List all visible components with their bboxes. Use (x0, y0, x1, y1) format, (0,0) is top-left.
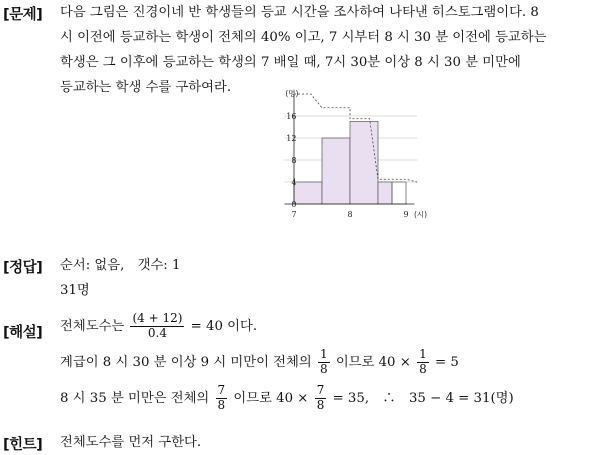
answer-line: 31명 (60, 283, 90, 298)
solution-text-part: 8 시 35 분 미만은 전체의 (60, 390, 210, 406)
solution-line-1 (60, 312, 586, 348)
solution-text-part: = 5 (435, 354, 459, 370)
solution-line-3 (60, 384, 586, 420)
problem-tag: [문제] (3, 7, 43, 23)
fraction-denominator: 0.4 (147, 325, 167, 340)
solution-text (60, 312, 586, 420)
fraction-denominator: 8 (316, 397, 325, 412)
fraction-numerator: 1 (419, 347, 427, 361)
solution-text-part: 이므로 40 × (335, 354, 411, 370)
fraction (315, 384, 327, 413)
solution-tag: [해설] (3, 325, 43, 341)
y-tick-label: 12 (286, 134, 297, 143)
problem-text (60, 0, 586, 100)
histogram-bar (392, 182, 406, 204)
fraction-denominator: 8 (419, 361, 427, 376)
solution-line-2 (60, 348, 586, 384)
fraction (130, 312, 184, 341)
fraction (318, 348, 330, 377)
histogram-chart (268, 89, 428, 224)
y-tick-label: 0 (291, 200, 297, 209)
fraction-numerator: 7 (217, 383, 226, 397)
hint-tag: [힌트] (3, 437, 43, 453)
hint-line: 전체도수를 먼저 구한다. (60, 435, 202, 450)
answer-text (60, 253, 586, 303)
solution-text-part: = 35, ∴ 35 − 4 = 31(명) (332, 390, 514, 406)
y-tick-label: 4 (291, 178, 297, 187)
problem-line: 등교하는 학생 수를 구하여라. (60, 80, 232, 95)
histogram-bar (322, 138, 350, 204)
fraction (417, 348, 429, 377)
fraction (216, 384, 228, 413)
answer-line: 순서: 없음, 갯수: 1 (60, 258, 181, 273)
solution-text-part: 이므로 40 × (233, 390, 309, 406)
histogram-bar (350, 122, 378, 205)
x-tick-label: 8 (347, 210, 353, 219)
answer-tag: [정답] (3, 260, 43, 276)
fraction-numerator: 1 (319, 347, 328, 361)
x-tick-label: 9 (403, 210, 409, 219)
problem-line: 학생은 그 이후에 등교하는 학생의 7 배일 때, 7시 30분 이상 8 시 30 분 미만에 (60, 55, 521, 70)
solution-text-part: = 40 이다. (190, 318, 258, 334)
histogram-bar (378, 182, 392, 204)
fraction-denominator: 8 (217, 397, 226, 412)
fraction-denominator: 8 (319, 361, 328, 376)
solution-text-part: 전체도수는 (60, 318, 125, 334)
x-axis-label: (시) (414, 210, 428, 219)
fraction-numerator: 7 (316, 383, 325, 397)
fraction-numerator: (4 + 12) (132, 311, 183, 325)
y-tick-label: 8 (291, 156, 297, 165)
problem-line: 시 이전에 등교하는 학생이 전체의 40% 이고, 7 시부터 8 시 30 분 이전에 등교하는 (60, 30, 547, 45)
y-axis-label: (명) (285, 89, 299, 98)
histogram-bar (294, 182, 322, 204)
y-tick-label: 16 (286, 112, 297, 121)
x-tick-label: 7 (291, 210, 297, 219)
solution-text-part: 계급이 8 시 30 분 이상 9 시 미만이 전체의 (60, 354, 312, 370)
hint-text (60, 430, 586, 455)
problem-line: 다음 그림은 진경이네 반 학생들의 등교 시간을 조사하여 나타낸 히스토그램이다. 8 (60, 5, 539, 20)
